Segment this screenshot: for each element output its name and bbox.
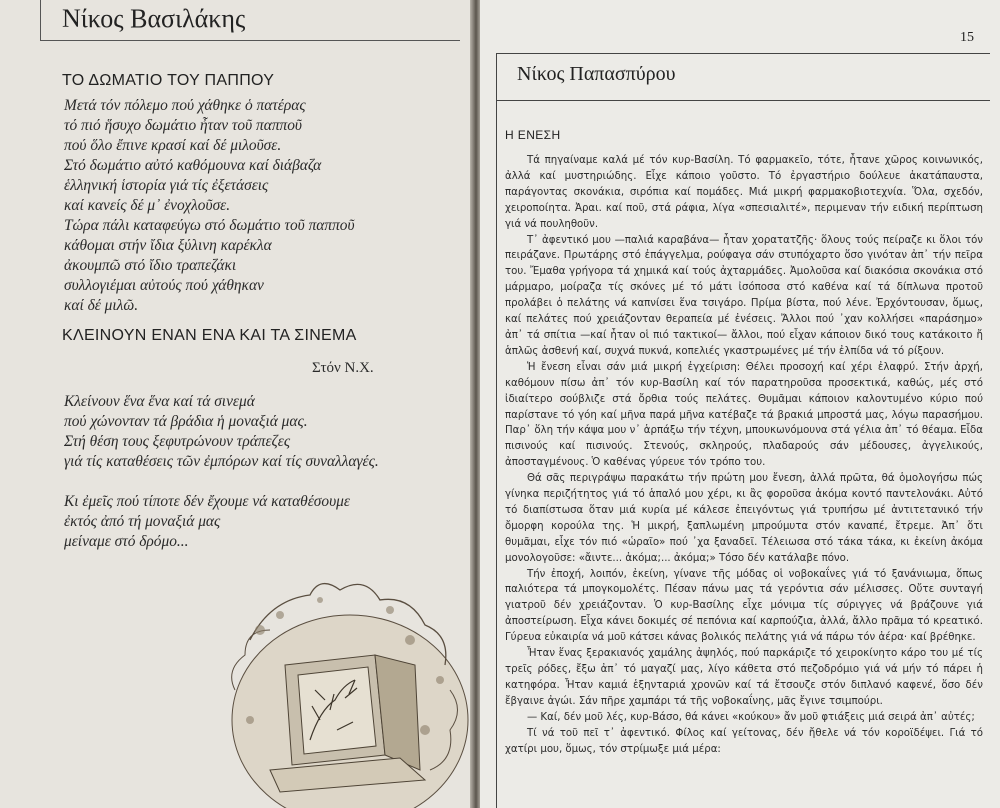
story-paragraph: Τί νά τοῦ πεῖ τ᾽ ἀφεντικό. Φίλος καί γείτονας, δέν ἤθελε νά τόν κοροϊδέψει. Γιά τό χατίρι μου, ὅμως, τόν στρίμωξε μιά μέρα: (505, 727, 983, 755)
poem-line: γιά τίς καταθέσεις τῶν ἐμπόρων καί τίς συναλλαγές. (64, 453, 379, 470)
left-page (0, 0, 473, 808)
poem2-title: ΚΛΕΙΝΟΥΝ ΕΝΑΝ ΕΝΑ ΚΑΙ ΤΑ ΣΙΝΕΜΑ (62, 327, 357, 344)
left-author-header (40, 0, 460, 41)
poem-line: τό πιό ἥσυχο δωμάτιο ἦταν τοῦ παπποῦ (64, 117, 302, 134)
poem-line: ἐκτός ἀπό τή μοναξιά μας (64, 513, 221, 530)
poem-line: ἀκουμπῶ στό ἴδιο τραπεζάκι (64, 257, 237, 274)
poem-line: πού χώνονταν τά βράδια ἡ μοναξιά μας. (64, 413, 308, 430)
story-paragraph: Τήν ἐποχή, λοιπόν, ἐκείνη, γίνανε τῆς μόδας οἱ νοβοκαΐνες γιά τό ξανάνιωμα, ὅπως παλιότερα τά μπογκομολέτς. Πέσαν πάνω μας τά γερόντια σάν μέλισσες. Οὔτε συνταγή γιατροῦ δέν χρειάζονταν. Ὁ κυρ-Βασίλης εἶχε μόνιμα τίς σύριγγες νά βράζουνε γιά ἀποστείρωση. Εἶχα κάνει δοκιμές σέ πεπόνια καί καρπούζια, ἀλλά, ἄλλο πρᾶμα τό κρεατικό. Γύρευα εὐκαιρία νά μοῦ κάτσει κάνας βολικός πελάτης γιά νά πάρω τόν ἀέρα· καί βρέθηκε. (505, 568, 983, 644)
story-paragraph: Ἦταν ἕνας ξερακιανός χαμάλης ἀψηλός, πού παρκάριζε τό χειροκίνητο κάρο του μέ τίς τρεῖς ρόδες, ἔξω ἀπ᾽ τό μαγαζί μας, λίγο κάθετα στό πεζοδρόμιο γιά νά μήν τό πάρει ἡ κατηφόρα. Ἦταν καμιά ἑξηνταριά χρονῶν καί τά ἔτσουζε στόν διπλανό καφενέ, ὅσο δέν ἔβγαινε ἀγώι. Σάν πῆρε χαμπάρι τά τῆς νοβοκαΐνης, μᾶς ἔγινε τσιμπούρι. (505, 648, 983, 707)
poem-line: πού ὅλο ἔπινε κρασί καί δέ μιλοῦσε. (64, 137, 282, 154)
poem-line: μείναμε στό δρόμο... (64, 533, 189, 550)
story-title: Η ΕΝΕΣΗ (505, 128, 561, 142)
poem-line: Κλείνουν ἕνα ἕνα καί τά σινεμά (64, 393, 255, 410)
right-page (480, 0, 1000, 808)
story-paragraph: Θά σᾶς περιγράψω παρακάτω τήν πρώτη μου ἔνεση, ἀλλά πρῶτα, θά ὁμολογήσω πώς γίνηκα περιζήτητος γιά τό ἁπαλό μου χέρι, κι ἂς φοροῦσα ἀκόμα κοντό παντελονάκι. Αὐτό τό διαπίστωσα ὅταν μιά κυρία μέ κάλεσε ἐπειγόντως γιά τρυπήσω μέ ἀντιτετανικό τήν ὄμορφη κορούλα της. Ἡ μικρή, ξαπλωμένη μπρούμυτα στόν καναπέ, ἔτρεμε. Ἀπ᾽ ὅτι θυμᾶμαι, εἶχε τόν πιό «ὡραῖο» πού ᾽χα ξαναδεῖ. Τέλειωσα στό τάκα τάκα, κι ἐκείνη ἀκόμα μονολογοῦσε: «ἄιντε... ἀκόμα;... ἀκόμα;» Τόσο δέν κατάλαβε πόνο. (505, 473, 983, 564)
poem1-body (64, 96, 355, 316)
poem-line: καί δέ μιλῶ. (64, 297, 139, 314)
story-paragraph: Τά πηγαίναμε καλά μέ τόν κυρ-Βασίλη. Τό φαρμακεῖο, τότε, ἦτανε χῶρος κοινωνικός, ἀλλά καί μυστηριώδης. Εἶχε κάποιο γοῦστο. Τό ἐργαστήριο δούλευε ἀκατάπαυστα, παράγοντας σκονάκια, σιρόπια καί πομάδες. Μιά μικρή φαρμακοβιοτεχνία. Ὅλα, σχεδόν, χειροποίητα. Ἀραι. καί ποῦ, στά ράφια, λίγα «σπεσιαλιτέ», περιμεναν τήν ειδική περίπτωση γιά νά πουληθοῦν. (505, 155, 983, 230)
poem-line: καί κανείς δέ μ᾽ ἐνοχλοῦσε. (64, 197, 231, 214)
story-paragraph: — Καί, δέν μοῦ λές, κυρ-Βάσο, θά κάνει «κούκου» ἄν μοῦ φτιάξεις μιά σειρά ἀπ᾽ αὐτές; (527, 711, 975, 723)
poem-line: Στή θέση τους ξεφυτρώνουν τράπεζες (64, 433, 291, 450)
poem2-dedication: Στόν Ν.Χ. (312, 360, 374, 376)
poem-line (64, 472, 379, 492)
story-body (505, 153, 983, 757)
right-author-header (497, 54, 990, 101)
window-illustration (210, 570, 470, 808)
poem-line: κάθομαι στήν ἴδια ξύλινη καρέκλα (64, 237, 272, 254)
story-paragraph: Τ᾽ ἀφεντικό μου —παλιά καραβάνα— ἦταν χορατατζῆς· ὅλους τούς πείραζε κι ὅλοι τόν πειράζανε. Πρωτάρης στό ἐπάγγελμα, ρούφαγα σάν στυπόχαρτο ὅσο γινόταν ἀπ᾽ τήν πεῖρα του. Ἔμαθα γρήγορα τά χημικά καί τούς ἀχταρμάδες. Ἀμολοῦσα καί διακόσια σκονάκια στό μάρμαρο, μοίραζα τίς σκόνες μέ τό μάτι ἰσόποσα στό καθένα καί τά δίπλωνα προτοῦ προλάβει ὁ πελάτης νά καπνίσει ἕνα τσιγάρο. Πρίμα βίστα, πού λένε. Ἐρχόντουσαν, ὅμως, καί πελάτες πού χρειάζονταν θεραπεία μέ ἐνέσεις. Ἄλλοι πού ᾽χαν κολλήσει «παράσημο» ἀπ᾽ τά σπίτια —καί ἦταν οἱ πιό τακτικοί— ἄλλοι, πού εἶχαν κάποιον δικό τους κατάκοιτο ἤ ἁπλῶς ἀσθενή καί, συχνά πυκνά, κοπελιές γκαστρωμένες μέ τήν ἐλπίδα νά τό ρίξουν. (505, 234, 983, 357)
poem1-title: ΤΟ ΔΩΜΑΤΙΟ ΤΟΥ ΠΑΠΠΟΥ (62, 72, 275, 89)
left-author-name: Νίκος Βασιλάκης (62, 4, 246, 33)
poem-line: συλλογιέμαι αὐτούς πού χάθηκαν (64, 277, 264, 294)
page-number: 15 (960, 30, 974, 45)
poem-line: Στό δωμάτιο αὐτό καθόμουνα καί διάβαζα (64, 157, 322, 174)
poem-line: Τώρα πάλι καταφεύγω στό δωμάτιο τοῦ παπποῦ (64, 217, 355, 234)
poem-line: Κι ἐμεῖς πού τίποτε δέν ἔχουμε νά καταθέσουμε (64, 493, 350, 510)
poem-line: ἑλληνική ἱστορία γιά τίς ἐξετάσεις (64, 177, 269, 194)
story-paragraph: Ἡ ἔνεση εἶναι σάν μιά μικρή ἐγχείριση: Θέλει προσοχή καί χέρι ἐλαφρύ. Στήν ἀρχή, καθόμουν πίσω ἀπ᾽ τόν κυρ-Βασίλη καί τόν παρατηροῦσα προσεκτικά, καθώς, μές στό ἰδιαίτερο σούβλιζε στά ὄρθια τούς πελάτες. Θυμᾶμαι κάποιον καλοντυμένο κύριο πού παρίστανε τό γόη καί μῆνα παρά μῆνα κατέβαζε τά βρακιά μπροστά μας, λόγω παρασήμου. Παρ᾽ ὅλη τήν κάψα μου ν᾽ ἁρπάξω τήν τέχνη, μπουκωνόμουνα στά γέλια ἀπ᾽ τό θέαμα. Εἶδα πισινούς καί πισινούς. Στενούς, σκληρούς, πλαδαρούς σάν μέδουσες, ἀγγελικούς, ἀποσταγμένους. Ὁ καθένας γύρευε τόν τρόπο του. (505, 361, 983, 469)
right-author-name: Νίκος Παπασπύρου (517, 63, 676, 85)
poem2-body (64, 392, 379, 552)
poem-line: Μετά τόν πόλεμο πού χάθηκε ὁ πατέρας (64, 97, 306, 114)
